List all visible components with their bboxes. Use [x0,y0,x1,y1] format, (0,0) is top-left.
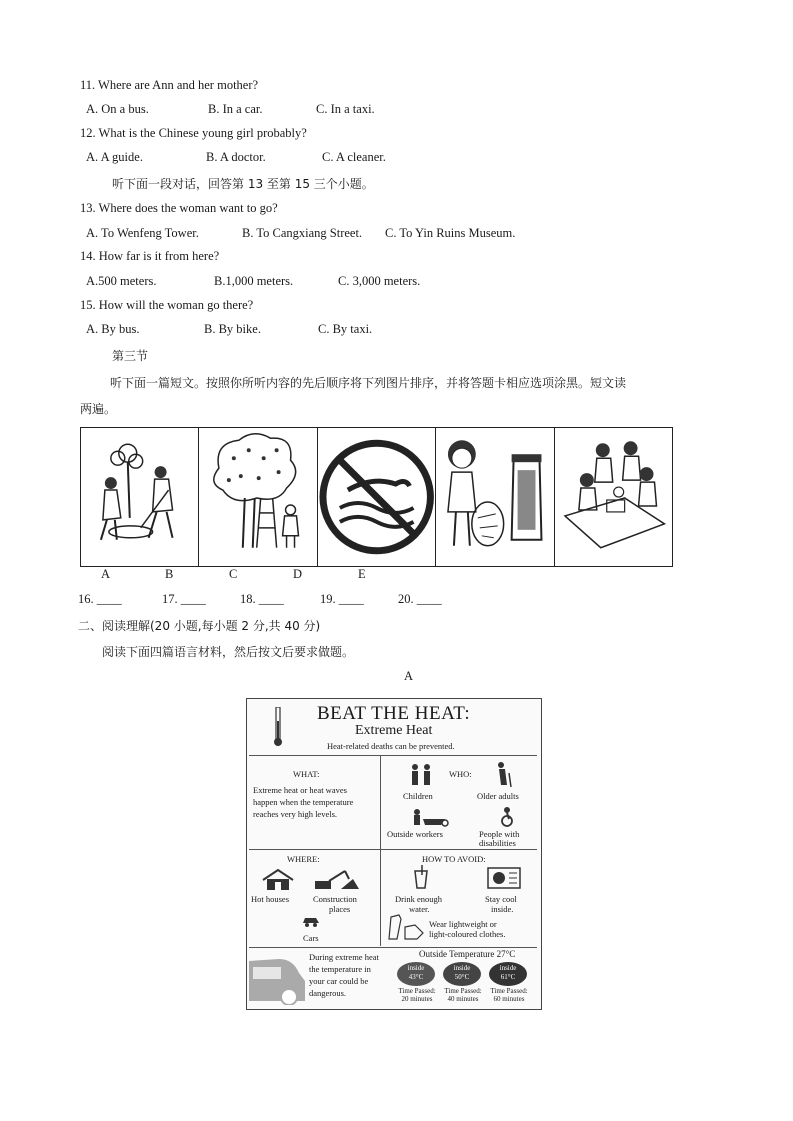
outside-temperature: Outside Temperature 27°C [419,949,516,959]
q15-option-a: A. By bus. [86,322,140,336]
where-places: places [329,904,351,914]
drink-icon [413,865,429,889]
q15-option-c: C. By taxi. [318,322,373,336]
gauge-60-minutes [489,962,529,1003]
picture-strip [80,427,673,567]
who-disabilities: disabilities [479,838,516,848]
picture-letter-b: B [165,567,174,581]
picture-a-planting-trees [81,428,199,566]
instruction-13-15: 听下面一段对话，回答第 13 至第 15 三个小题。 [112,177,374,191]
answer-blank-16[interactable]: 16. ____ [78,592,122,606]
section-3-title: 第三节 [112,349,149,363]
where-hot-houses: Hot houses [251,894,290,904]
gauge-1-temperature: 43°C [408,973,424,981]
poster-subtitle: Extreme Heat [355,723,433,738]
gauge-2-inside-label: inside [453,964,471,972]
what-line-2: happen when the temperature [253,797,354,807]
car-line-3: your car could be [309,976,369,986]
gauge-40-minutes [443,962,483,1003]
poster-note: Heat-related deaths can be prevented. [327,741,455,751]
hot-house-icon [261,869,295,891]
reading-heading: 二、阅读理解(20 小题,每小题 2 分,共 40 分) [78,619,321,633]
picture-b-picking-fruit [199,428,317,566]
q14-option-c: C. 3,000 meters. [338,274,421,288]
q12-option-c: C. A cleaner. [322,150,386,164]
avoid-stay-cool: Stay cool [485,894,517,904]
avoid-wear-lightweight: Wear lightweight or [429,919,497,929]
avoid-drink: Drink enough [395,894,442,904]
avoid-inside: inside. [491,904,514,914]
avoid-heading: HOW TO AVOID: [422,854,486,864]
avoid-water: water. [409,904,430,914]
picture-c-no-swimming-sign [318,428,436,566]
children-icon [407,763,435,787]
gauge-1-inside-label: inside [407,964,425,972]
gauge-3-inside-label: inside [499,964,517,972]
thermometer-icon [273,707,283,747]
picture-letter-d: D [293,567,303,581]
reading-instruction: 阅读下面四篇语言材料，然后按文后要求做题。 [102,645,355,659]
q11-option-c: C. In a taxi. [316,102,375,116]
gauge-2-time: 40 minutes [447,995,479,1003]
section-3-instruction: 听下面一篇短文。按照你所听内容的先后顺序将下列图片排序，并将答题卡相应选项涂黑。短文读 [110,376,627,390]
what-line-1: Extreme heat or heat waves [253,785,347,795]
car-icon [301,915,321,927]
car-silhouette-icon [249,951,307,1005]
answer-blank-18[interactable]: 18. ____ [240,592,284,606]
car-line-4: dangerous. [309,988,347,998]
outside-workers-icon [411,809,451,827]
gauge-1-time-label: Time Passed: [398,987,436,995]
picture-e-picnic [555,428,672,566]
who-heading: WHO: [449,769,472,779]
section-3-instruction-cont: 两遍。 [80,402,117,416]
where-construction: Construction [313,894,357,904]
question-15: 15. How will the woman go there? [80,298,254,312]
picture-d-throwing-rubbish [436,428,554,566]
who-people-with: People with [479,829,520,839]
q14-option-a: A.500 meters. [86,274,157,288]
q13-option-c: C. To Yin Ruins Museum. [385,226,516,240]
q12-option-a: A. A guide. [86,150,143,164]
air-conditioner-icon [487,867,521,889]
who-older-adults: Older adults [477,791,519,801]
gauge-20-minutes [397,962,437,1003]
answer-blank-19[interactable]: 19. ____ [320,592,364,606]
q11-option-b: B. In a car. [208,102,263,116]
gauge-3-temperature: 61°C [500,973,516,981]
gauge-2-temperature: 50°C [454,973,470,981]
q13-option-a: A. To Wenfeng Tower. [86,226,199,240]
where-heading: WHERE: [287,854,320,864]
who-outside-workers: Outside workers [387,829,443,839]
q12-option-b: B. A doctor. [206,150,266,164]
construction-icon [313,869,361,891]
picture-letter-e: E [358,567,366,581]
where-cars: Cars [303,933,319,943]
passage-label: A [404,669,414,683]
gauge-2-time-label: Time Passed: [444,987,482,995]
gauge-3-time: 60 minutes [493,995,525,1003]
answer-blank-17[interactable]: 17. ____ [162,592,206,606]
gauge-3-time-label: Time Passed: [490,987,528,995]
q15-option-b: B. By bike. [204,322,261,336]
clothes-icon [387,913,427,941]
picture-letter-a: A [101,567,111,581]
picture-letter-c: C [229,567,238,581]
wheelchair-icon [497,807,519,827]
gauge-1-time: 20 minutes [401,995,433,1003]
question-11: 11. Where are Ann and her mother? [80,78,259,92]
answer-blank-20[interactable]: 20. ____ [398,592,442,606]
what-heading: WHAT: [293,769,320,779]
beat-the-heat-poster [246,698,542,1010]
poster-title: BEAT THE HEAT: [317,703,471,724]
what-line-3: reaches very high levels. [253,809,338,819]
car-line-1: During extreme heat [309,952,379,962]
older-adults-icon [491,761,515,787]
avoid-light-clothes: light-coloured clothes. [429,929,506,939]
q13-option-b: B. To Cangxiang Street. [242,226,363,240]
question-14: 14. How far is it from here? [80,249,220,263]
q14-option-b: B.1,000 meters. [214,274,294,288]
q11-option-a: A. On a bus. [86,102,149,116]
question-13: 13. Where does the woman want to go? [80,201,278,215]
car-line-2: the temperature in [309,964,371,974]
who-children: Children [403,791,433,801]
question-12: 12. What is the Chinese young girl probably? [80,126,307,140]
